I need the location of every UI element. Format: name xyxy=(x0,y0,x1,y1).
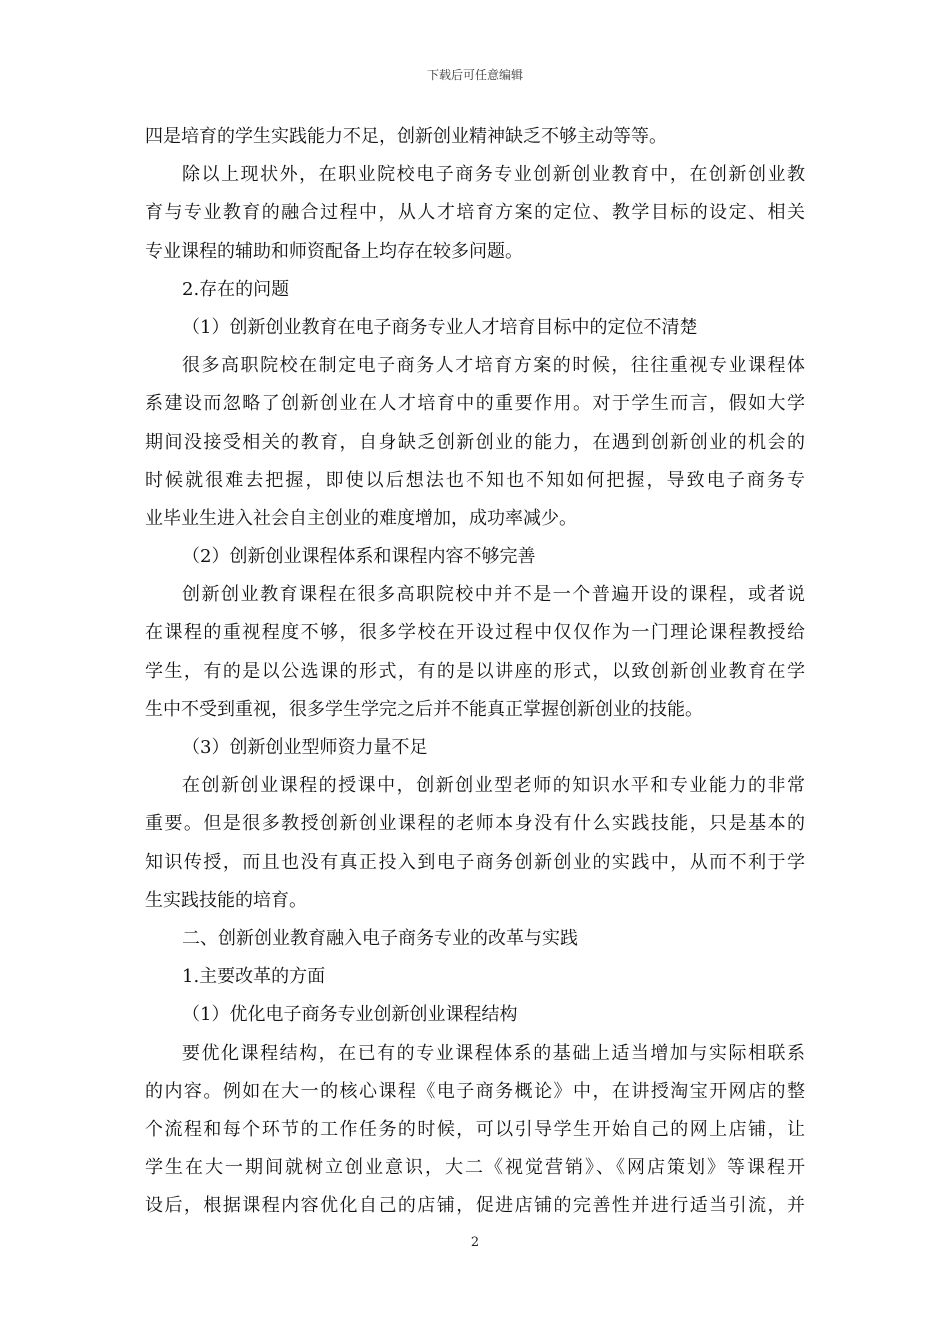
text-line: 学生在大一期间就树立创业意识，大二《视觉营销》、《网店策划》等课程开 xyxy=(145,1157,805,1179)
text-line: 业毕业生进入社会自主创业的难度增加，成功率减少。 xyxy=(145,507,577,529)
text-line: 在创新创业课程的授课中，创新创业型老师的知识水平和专业能力的非常 xyxy=(182,775,805,797)
text-line: 创新创业教育课程在很多高职院校中并不是一个普遍开设的课程，或者说 xyxy=(182,584,805,606)
text-line: 个流程和每个环节的工作任务的时候，可以引导学生开始自己的网上店铺，让 xyxy=(145,1118,805,1140)
document-body xyxy=(145,118,805,1225)
text-line: 的内容。例如在大一的核心课程《电子商务概论》中，在讲授淘宝开网店的整 xyxy=(145,1080,805,1102)
page-header: 下载后可任意编辑 xyxy=(426,68,523,82)
text-line: 1.主要改革的方面 xyxy=(182,966,326,988)
text-line: 时候就很难去把握，即使以后想法也不知也不知如何把握，导致电子商务专 xyxy=(145,469,805,491)
text-line: 设后，根据课程内容优化自己的店铺，促进店铺的完善性并进行适当引流，并 xyxy=(145,1195,805,1217)
text-line: 专业课程的辅助和师资配备上均存在较多问题。 xyxy=(145,240,523,262)
text-line: （1）优化电子商务专业创新创业课程结构 xyxy=(182,1004,518,1026)
text-line: 二、创新创业教育融入电子商务专业的改革与实践 xyxy=(182,927,578,949)
text-line: 四是培育的学生实践能力不足，创新创业精神缺乏不够主动等等。 xyxy=(145,126,667,147)
text-line: 期间没接受相关的教育，自身缺乏创新创业的能力，在遇到创新创业的机会的 xyxy=(145,431,805,453)
text-line: （3）创新创业型师资力量不足 xyxy=(182,737,428,758)
text-line: （2）创新创业课程体系和课程内容不够完善 xyxy=(182,546,536,568)
text-line: 生实践技能的培育。 xyxy=(145,889,307,911)
page-number: 2 xyxy=(470,1235,480,1250)
text-line: 生中不受到重视，很多学生学完之后并不能真正掌握创新创业的技能。 xyxy=(145,698,703,720)
text-line: 学生，有的是以公选课的形式，有的是以讲座的形式，以致创新创业教育在学 xyxy=(145,660,805,682)
text-line: 知识传授，而且也没有真正投入到电子商务创新创业的实践中，从而不利于学 xyxy=(145,851,805,873)
text-line: 育与专业教育的融合过程中，从人才培育方案的定位、教学目标的设定、相关 xyxy=(145,202,805,224)
text-line: 在课程的重视程度不够，很多学校在开设过程中仅仅作为一门理论课程教授给 xyxy=(145,622,805,644)
text-line: 要优化课程结构，在已有的专业课程体系的基础上适当增加与实际相联系 xyxy=(182,1042,805,1064)
text-line: 除以上现状外，在职业院校电子商务专业创新创业教育中，在创新创业教 xyxy=(182,164,805,186)
text-line: 很多高职院校在制定电子商务人才培育方案的时候，往往重视专业课程体 xyxy=(182,355,805,377)
text-line: 2.存在的问题 xyxy=(182,278,290,300)
text-line: 重要。但是很多教授创新创业课程的老师本身没有什么实践技能，只是基本的 xyxy=(145,813,805,835)
text-line: 系建设而忽略了创新创业在人才培育中的重要作用。对于学生而言，假如大学 xyxy=(145,393,805,415)
text-line: （1）创新创业教育在电子商务专业人才培育目标中的定位不清楚 xyxy=(182,316,698,338)
